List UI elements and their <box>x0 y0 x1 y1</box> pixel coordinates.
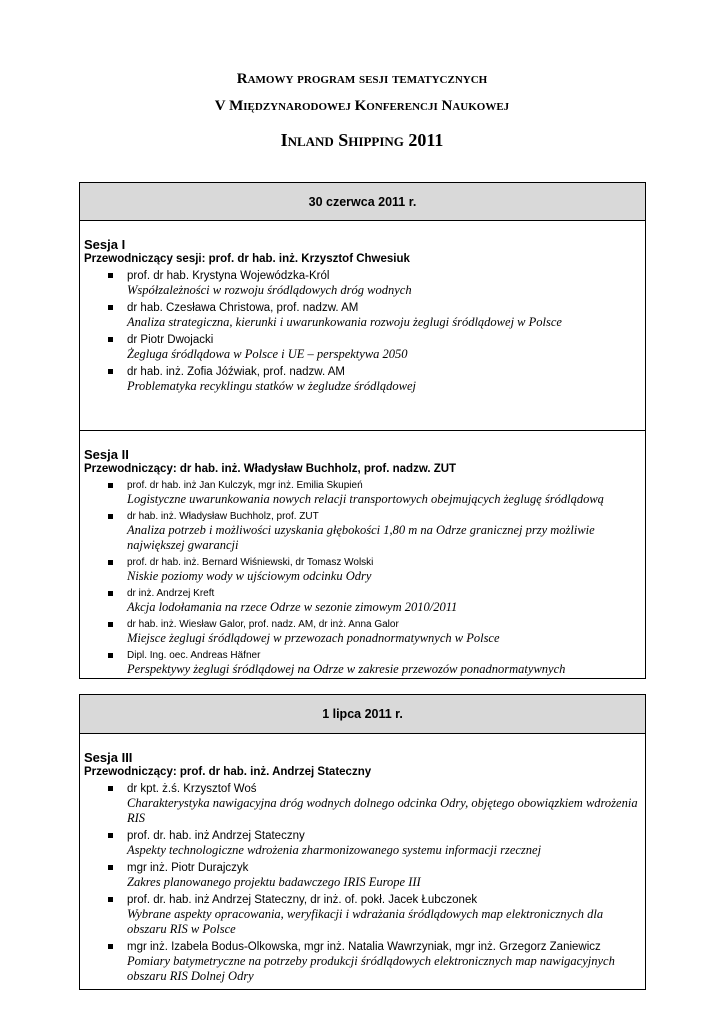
bullet-icon <box>108 622 113 627</box>
list-item <box>84 269 641 298</box>
talk-title: Zakres planowanego projektu badawczego IRIS Europe III <box>127 875 421 889</box>
session-1-list <box>84 269 641 394</box>
talk-title: Perspektywy żeglugi śródlądowej na Odrze w zakresie przewozów ponadnormatywnych <box>127 662 566 676</box>
list-item <box>84 556 641 584</box>
session-3 <box>80 750 645 990</box>
bullet-icon <box>108 305 113 310</box>
speaker: dr kpt. ż.ś. Krzysztof Woś <box>127 783 257 795</box>
talk-title: Akcja lodołamania na rzece Odrze w sezonie zimowym 2010/2011 <box>127 600 458 614</box>
bullet-icon <box>108 483 113 488</box>
bullet-icon <box>108 591 113 596</box>
bullet-icon <box>108 833 113 838</box>
talk-title: Analiza strategiczna, kierunki i uwarunkowania rozwoju żeglugi śródlądowej w Polsce <box>127 315 562 329</box>
talk-title: Charakterystyka nawigacyjna dróg wodnych dolnego odcinka Odry, objętego obowiązkiem wdrożenia RIS <box>127 796 638 825</box>
day-2-date: 1 lipca 2011 r. <box>80 695 645 734</box>
title-line-3: Inland Shipping 2011 <box>280 130 444 150</box>
list-item <box>84 829 641 858</box>
session-2-title: Sesja II <box>84 447 129 462</box>
speaker: prof. dr hab. inż Jan Kulczyk, mgr inż. Emilia Skupień <box>127 480 363 491</box>
document-title <box>0 62 724 154</box>
speaker: dr hab. inż. Władysław Buchholz, prof. ZUT <box>127 511 319 522</box>
talk-title: Problematyka recyklingu statków w żegludze śródlądowej <box>127 379 416 393</box>
talk-title: Miejsce żeglugi śródlądowej w przewozach ponadnormatywnych w Polsce <box>127 631 500 645</box>
session-1-title: Sesja I <box>84 237 126 252</box>
list-item <box>84 333 641 362</box>
talk-title: Wybrane aspekty opracowania, weryfikacji i wdrażania śródlądowych map elektronicznych dla obszaru RIS w Polsce <box>127 907 604 936</box>
speaker: mgr inż. Izabela Bodus-Olkowska, mgr inż. Natalia Wawrzyniak, mgr inż. Grzegorz Zaniewicz <box>127 941 601 953</box>
day-1-date: 30 czerwca 2011 r. <box>80 183 645 221</box>
session-1-chair: Przewodniczący sesji: prof. dr hab. inż. Krzysztof Chwesiuk <box>84 253 410 265</box>
session-2 <box>80 430 645 683</box>
speaker: prof. dr. hab. inż Andrzej Stateczny <box>127 830 305 842</box>
list-item <box>84 618 641 646</box>
speaker: prof. dr hab. Krystyna Wojewódzka-Król <box>127 270 330 282</box>
session-1 <box>80 237 645 430</box>
speaker: dr hab. inż. Wiesław Galor, prof. nadz. AM, dr inż. Anna Galor <box>127 619 399 630</box>
speaker: dr inż. Andrzej Kreft <box>127 588 215 599</box>
session-2-list <box>84 479 641 677</box>
talk-title: Żegluga śródlądowa w Polsce i UE – perspektywa 2050 <box>127 347 408 361</box>
bullet-icon <box>108 653 113 658</box>
list-item <box>84 301 641 330</box>
bullet-icon <box>108 337 113 342</box>
title-line-2: V Międzynarodowej Konferencji Naukowej <box>214 98 510 114</box>
list-item <box>84 940 641 984</box>
list-item <box>84 510 641 553</box>
talk-title: Współzależności w rozwoju śródlądowych dróg wodnych <box>127 283 412 297</box>
bullet-icon <box>108 369 113 374</box>
bullet-icon <box>108 865 113 870</box>
speaker: dr hab. Czesława Christowa, prof. nadzw. AM <box>127 302 359 314</box>
session-2-chair: Przewodniczący: dr hab. inż. Władysław Buchholz, prof. nadzw. ZUT <box>84 463 457 475</box>
bullet-icon <box>108 514 113 519</box>
session-3-list <box>84 782 641 984</box>
list-item <box>84 861 641 890</box>
session-3-title: Sesja III <box>84 750 133 765</box>
talk-title: Analiza potrzeb i możliwości uzyskania głębokości 1,80 m na Odrze granicznej przy możliwie największej gwarancji <box>127 523 595 552</box>
list-item <box>84 893 641 937</box>
speaker: mgr inż. Piotr Durajczyk <box>127 862 249 874</box>
bullet-icon <box>108 944 113 949</box>
list-item <box>84 782 641 826</box>
list-item <box>84 649 641 677</box>
talk-title: Pomiary batymetryczne na potrzeby produkcji śródlądowych elektronicznych map nawigacyjnych obszaru RIS Dolnej Odry <box>127 954 615 983</box>
bullet-icon <box>108 786 113 791</box>
speaker: prof. dr. hab. inż Andrzej Stateczny, dr inż. of. pokł. Jacek Łubczonek <box>127 894 478 906</box>
bullet-icon <box>108 897 113 902</box>
day-2-table <box>79 694 646 990</box>
session-3-chair: Przewodniczący: prof. dr hab. inż. Andrzej Stateczny <box>84 766 372 778</box>
speaker: dr hab. inż. Zofia Jóźwiak, prof. nadzw. AM <box>127 366 345 378</box>
speaker: prof. dr hab. inż. Bernard Wiśniewski, dr Tomasz Wolski <box>127 557 374 568</box>
talk-title: Aspekty technologiczne wdrożenia zharmonizowanego systemu informacji rzecznej <box>127 843 542 857</box>
day-1-table <box>79 182 646 679</box>
bullet-icon <box>108 273 113 278</box>
list-item <box>84 587 641 615</box>
speaker: dr Piotr Dwojacki <box>127 334 214 346</box>
list-item <box>84 365 641 394</box>
speaker: Dipl. Ing. oec. Andreas Häfner <box>127 650 261 661</box>
title-line-1: Ramowy program sesji tematycznych <box>236 71 488 87</box>
talk-title: Logistyczne uwarunkowania nowych relacji transportowych obejmujących żeglugę śródlądową <box>127 492 604 506</box>
talk-title: Niskie poziomy wody w ujściowym odcinku Odry <box>127 569 372 583</box>
bullet-icon <box>108 560 113 565</box>
list-item <box>84 479 641 507</box>
